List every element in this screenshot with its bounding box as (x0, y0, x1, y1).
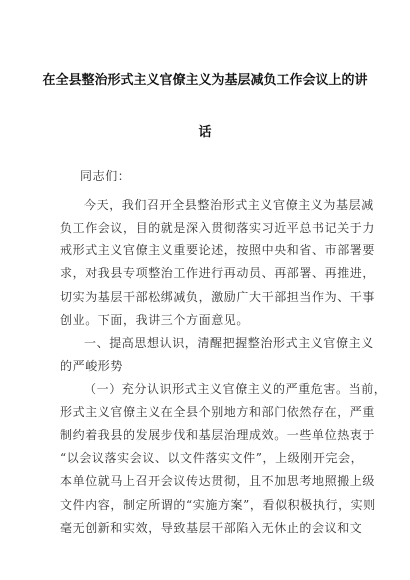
salutation: 同志们： (80, 169, 131, 183)
body-line-13: 本单位就马上召开会议传达贯彻，且不加思考地照搬上级 (60, 474, 376, 488)
body-line-12: “以会议落实会议、以文件落实文件”，上级刚开完会， (60, 451, 364, 465)
body-line-9: （一）充分认识形式主义官僚主义的严重危害。当前， (84, 382, 387, 396)
section-heading-line-2: 的严峻形势 (60, 359, 124, 373)
document-title-line-2: 话 (198, 125, 212, 140)
body-line-4: 求，对我县专项整治工作进行再动员、再部署、再推进， (60, 266, 376, 280)
body-line-15: 毫无创新和实效，导致基层干部陷入无休止的会议和文 (60, 521, 363, 535)
document-title-line-1: 在全县整治形式主义官僚主义为基层减负工作会议上的讲 (42, 73, 368, 88)
body-line-6: 创业。下面，我讲三个方面意见。 (60, 313, 250, 327)
body-line-5: 切实为基层干部松绑减负，激励广大干部担当作为、干事 (60, 290, 376, 304)
body-line-3: 戒形式主义官僚主义重要论述，按照中央和省、市部署要 (60, 243, 376, 257)
body-line-14: 文件内容，制定所谓的“实施方案”，看似积极执行，实则 (60, 498, 376, 512)
body-line-10: 形式主义官僚主义在全县个别地方和部门依然存在，严重 (60, 405, 376, 419)
section-heading-line-1: 一、提高思想认识，清醒把握整治形式主义官僚主义 (84, 336, 374, 350)
body-line-1: 今天，我们召开全县整治形式主义官僚主义为基层减 (84, 198, 374, 212)
body-line-2: 负工作会议，目的就是深入贯彻落实习近平总书记关于力 (60, 221, 376, 235)
body-line-11: 制约着我县的发展步伐和基层治理成效。一些单位热衷于 (60, 428, 376, 442)
